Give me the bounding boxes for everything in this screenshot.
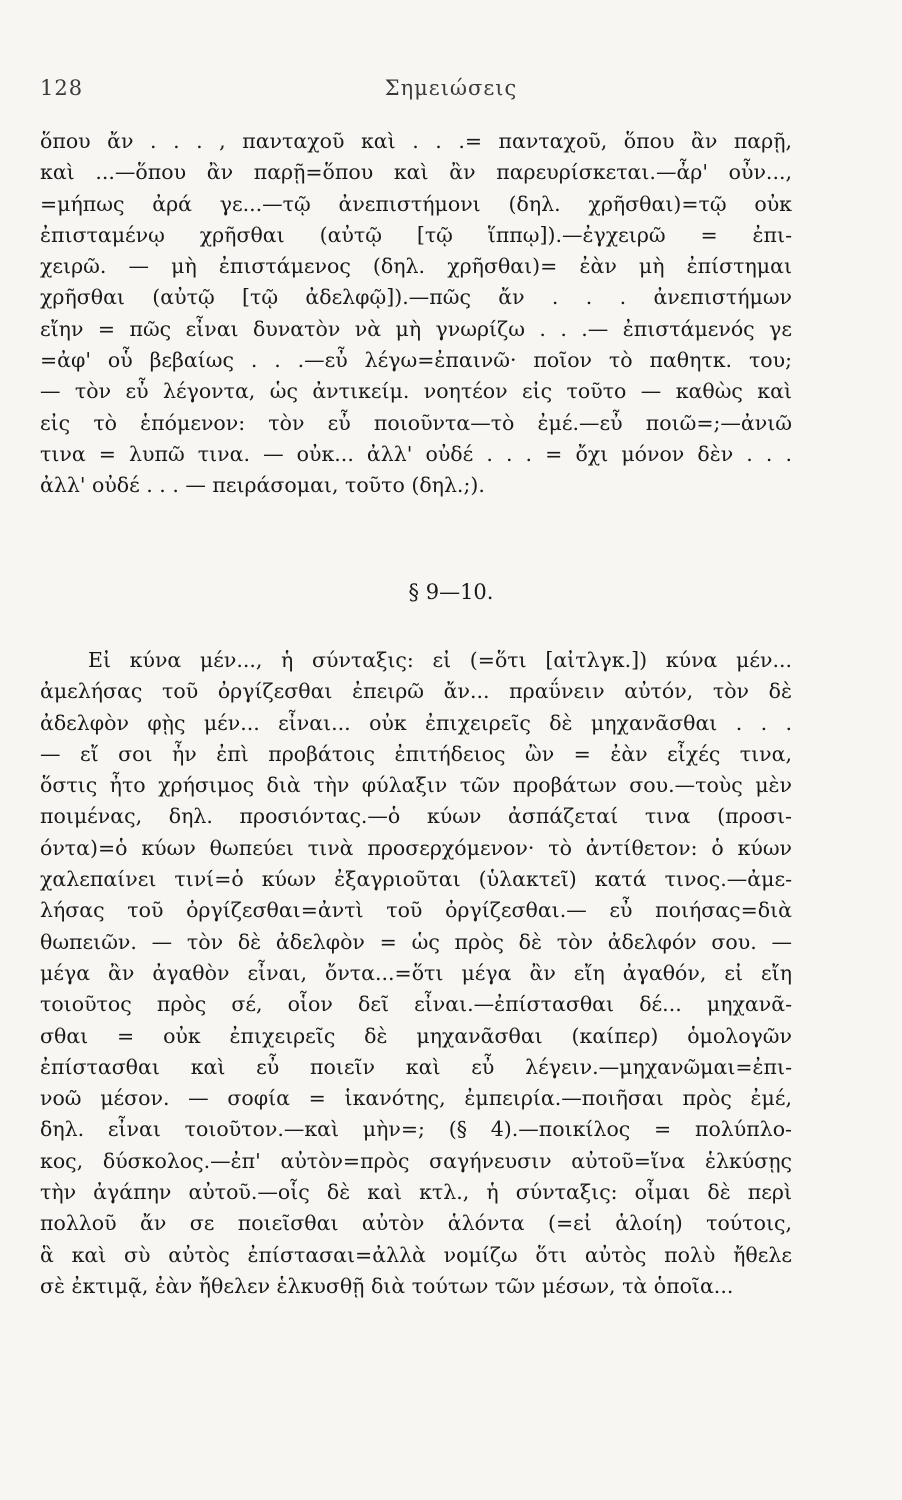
text-line: ἃ καὶ σὺ αὐτὸς ἐπίστασαι=ἀλλὰ νομίζω ὅτι αὐτὸς πολὺ ἤθελε — [40, 1242, 792, 1267]
section-heading: § 9—10. — [408, 580, 494, 604]
text-line: ἐπισταμένῳ χρῆσθαι (αὐτῷ [τῷ ἵππῳ]).—ἐγχειρῶ = ἐπι- — [40, 222, 792, 247]
text-line: πολλοῦ ἄν σε ποιεῖσθαι αὐτὸν ἁλόντα (=εἰ ἁλοίη) τούτοις, — [40, 1211, 792, 1236]
text-line: — τὸν εὖ λέγοντα, ὡς ἀντικείμ. νοητέον εἰς τοῦτο — καθὼς καὶ — [40, 379, 792, 404]
text-line: — εἴ σοι ἦν ἐπὶ προβάτοις ἐπιτήδειος ὢν = ἐὰν εἶχές τινα, — [40, 741, 792, 766]
page-header — [0, 76, 902, 106]
text-line: λήσας τοῦ ὀργίζεσθαι=ἀντὶ τοῦ ὀργίζεσθαι.— εὖ ποιήσας=διὰ — [40, 898, 792, 923]
text-line: ἀμελήσας τοῦ ὀργίζεσθαι ἐπειρῶ ἄν... πραΰνειν αὐτόν, τὸν δὲ — [40, 679, 792, 704]
text-line: χαλεπαίνει τινί=ὁ κύων ἐξαγριοῦται (ὑλακτεῖ) κατά τινος.—ἀμε- — [40, 867, 792, 892]
text-line: μέγα ἂν ἀγαθὸν εἶναι, ὄντα...=ὅτι μέγα ἂν εἴη ἀγαθόν, εἰ εἴη — [40, 960, 792, 985]
text-line: τοιοῦτος πρὸς σέ, οἷον δεῖ εἶναι.—ἐπίστασθαι δέ... μηχανᾶ- — [40, 992, 792, 1017]
text-line: ἀλλ' οὐδέ . . . — πειράσομαι, τοῦτο (δηλ.;). — [40, 473, 485, 498]
text-line: ὅπου ἄν . . . , πανταχοῦ καὶ . . .= πανταχοῦ, ὅπου ἂν παρῇ, — [40, 129, 792, 153]
text-line: τὴν ἀγάπην αὐτοῦ.—οἷς δὲ καὶ κτλ., ἡ σύνταξις: οἶμαι δὲ περὶ — [40, 1180, 792, 1205]
text-line: χρῆσθαι (αὐτῷ [τῷ ἀδελφῷ]).—πῶς ἄν . . . ἀνεπιστήμων — [40, 285, 792, 310]
text-line: νοῶ μέσον. — σοφία = ἱκανότης, ἐμπειρία.—ποιῆσαι πρὸς ἐμέ, — [40, 1086, 792, 1111]
text-line: =μήπως ἀρά γε...—τῷ ἀνεπιστήμονι (δηλ. χρῆσθαι)=τῷ οὐκ — [40, 191, 792, 216]
text-line: ἐπίστασθαι καὶ εὖ ποιεῖν καὶ εὖ λέγειν.—μηχανῶμαι=ἐπι- — [40, 1054, 792, 1079]
text-line: θωπειῶν. — τὸν δὲ ἀδελφὸν = ὡς πρὸς δὲ τὸν ἀδελφόν σου. — — [40, 929, 792, 954]
text-line: καὶ ...—ὅπου ἂν παρῇ=ὅπου καὶ ἂν παρευρίσκεται.—ἆρ' οὖν..., — [40, 160, 792, 185]
notes-paragraph-2 — [40, 645, 792, 1302]
text-line: τινα = λυπῶ τινα. — οὐκ... ἀλλ' οὐδέ . . . = ὄχι μόνον δὲν . . . — [40, 441, 792, 466]
notes-paragraph-1 — [40, 126, 792, 502]
text-line: ποιμένας, δηλ. προσιόντας.—ὁ κύων ἀσπάζεταί τινα (προσι- — [40, 804, 792, 829]
page-number: 128 — [40, 76, 84, 100]
text-line: =ἀφ' οὗ βεβαίως . . .—εὖ λέγω=ἐπαινῶ· ποῖον τὸ παθητκ. του; — [40, 348, 792, 373]
text-line: Εἰ κύνα μέν..., ἡ σύνταξις: εἰ (=ὅτι [αἰτλγκ.]) κύνα μέν... — [88, 648, 792, 672]
text-line: κος, δύσκολος.—ἐπ' αὐτὸν=πρὸς σαγήνευσιν αὐτοῦ=ἵνα ἑλκύσῃς — [40, 1148, 792, 1173]
running-title: Σημειώσεις — [384, 76, 518, 100]
text-line: σθαι = οὐκ ἐπιχειρεῖς δὲ μηχανᾶσθαι (καίπερ) ὁμολογῶν — [40, 1023, 792, 1048]
text-line: ὅστις ἦτο χρήσιμος διὰ τὴν φύλαξιν τῶν προβάτων σου.—τοὺς μὲν — [40, 773, 792, 798]
text-line: ἀδελφὸν φῂς μέν... εἶναι... οὐκ ἐπιχειρεῖς δὲ μηχανᾶσθαι . . . — [40, 710, 792, 735]
text-line: χειρῶ. — μὴ ἐπιστάμενος (δηλ. χρῆσθαι)= ἐὰν μὴ ἐπίστημαι — [40, 254, 792, 279]
text-line: εἴην = πῶς εἶναι δυνατὸν νὰ μὴ γνωρίζω . . .— ἐπιστάμενός γε — [40, 316, 792, 341]
text-line: εἰς τὸ ἑπόμενον: τὸν εὖ ποιοῦντα—τὸ ἐμέ.—εὖ ποιῶ=;—ἀνιῶ — [40, 410, 792, 435]
text-line: δηλ. εἶναι τοιοῦτον.—καὶ μὴν=; (§ 4).—ποικίλος = πολύπλο- — [40, 1117, 792, 1142]
text-line: όντα)=ὁ κύων θωπεύει τινὰ προσερχόμενον· τὸ ἀντίθετον: ὁ κύων — [40, 835, 792, 860]
text-line: σὲ ἐκτιμᾷ, ἐὰν ἤθελεν ἑλκυσθῇ διὰ τούτων τῶν μέσων, τὰ ὁποῖα... — [40, 1273, 734, 1298]
